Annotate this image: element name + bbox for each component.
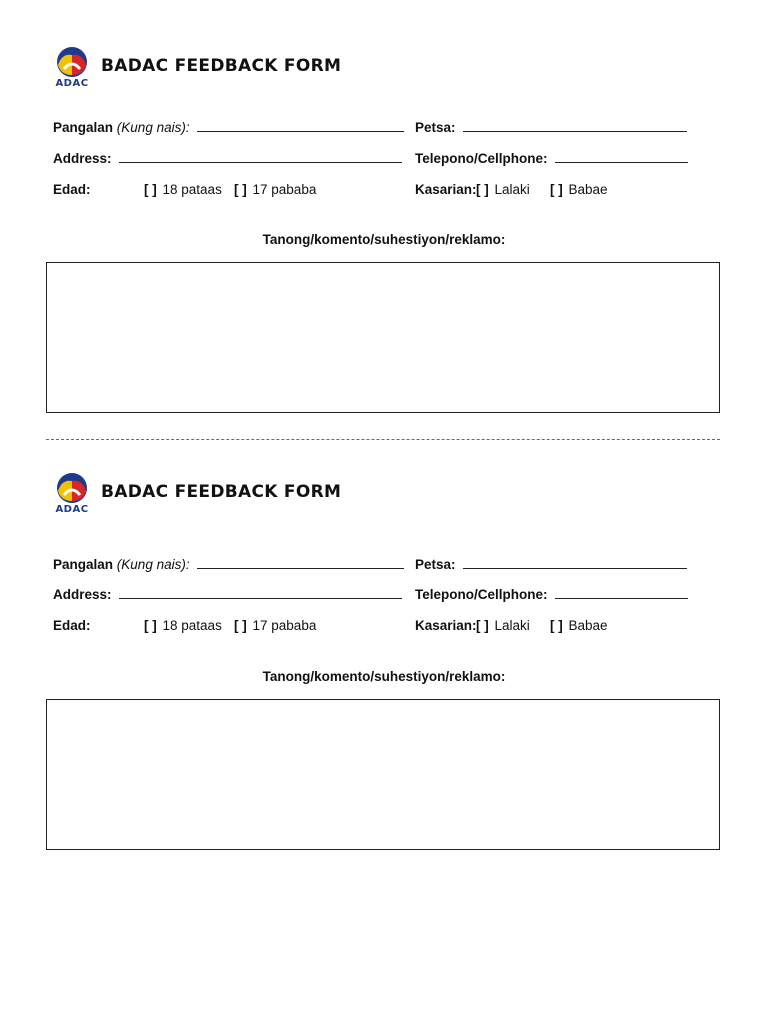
- phone-label: Telepono/Cellphone:: [415, 151, 548, 166]
- checkbox-mark[interactable]: [ ]: [550, 182, 563, 197]
- age-label-wrap: [53, 182, 91, 197]
- name-input-line[interactable]: [197, 556, 404, 569]
- logo-text: ADAC: [55, 504, 89, 515]
- age-label: Edad:: [53, 618, 91, 633]
- sex-label-wrap: [415, 618, 477, 633]
- date-label: Petsa:: [415, 120, 456, 135]
- sex-option-label: Lalaki: [494, 618, 530, 633]
- comment-box[interactable]: [46, 262, 720, 413]
- checkbox-mark[interactable]: [ ]: [234, 618, 247, 633]
- sex-option-male[interactable]: [476, 618, 530, 633]
- feedback-form-2: [0, 426, 768, 846]
- address-label: Address:: [53, 587, 112, 602]
- phone-label: Telepono/Cellphone:: [415, 587, 548, 602]
- question-label: Tanong/komento/suhestiyon/reklamo:: [262, 669, 506, 684]
- checkbox-mark[interactable]: [ ]: [476, 182, 489, 197]
- sex-label: Kasarian:: [415, 182, 477, 197]
- date-field[interactable]: [415, 119, 687, 135]
- feedback-form-1: [0, 0, 768, 420]
- sex-option-female[interactable]: [550, 618, 608, 633]
- adac-logo: [52, 45, 92, 93]
- phone-field[interactable]: [415, 586, 688, 602]
- question-label: Tanong/komento/suhestiyon/reklamo:: [262, 232, 506, 247]
- name-hint: (Kung nais):: [116, 120, 190, 135]
- address-input-line[interactable]: [119, 586, 402, 599]
- address-label: Address:: [53, 151, 112, 166]
- phone-input-line[interactable]: [555, 586, 688, 599]
- age-option-17-down[interactable]: [234, 182, 316, 197]
- age-option-label: 18 pataas: [162, 182, 222, 197]
- form-title: BADAC FEEDBACK FORM: [101, 56, 342, 76]
- age-option-label: 17 pababa: [252, 618, 317, 633]
- age-option-18-up[interactable]: [144, 618, 222, 633]
- sex-option-label: Babae: [568, 618, 608, 633]
- date-input-line[interactable]: [463, 556, 687, 569]
- age-option-17-down[interactable]: [234, 618, 316, 633]
- name-hint: (Kung nais):: [116, 557, 190, 572]
- name-label: Pangalan: [53, 120, 114, 135]
- sex-label: Kasarian:: [415, 618, 477, 633]
- adac-logo-icon: [52, 45, 92, 79]
- date-input-line[interactable]: [463, 119, 687, 132]
- address-field[interactable]: [53, 586, 402, 602]
- sex-option-female[interactable]: [550, 182, 608, 197]
- name-input-line[interactable]: [197, 119, 404, 132]
- checkbox-mark[interactable]: [ ]: [550, 618, 563, 633]
- adac-logo-icon: [52, 471, 92, 505]
- address-field[interactable]: [53, 150, 402, 166]
- sex-label-wrap: [415, 182, 477, 197]
- name-field[interactable]: [53, 556, 404, 572]
- comment-box[interactable]: [46, 699, 720, 850]
- name-label: Pangalan: [53, 557, 114, 572]
- checkbox-mark[interactable]: [ ]: [144, 618, 157, 633]
- address-input-line[interactable]: [119, 150, 402, 163]
- sex-option-label: Babae: [568, 182, 608, 197]
- age-label: Edad:: [53, 182, 91, 197]
- date-field[interactable]: [415, 556, 687, 572]
- adac-logo: [52, 471, 92, 519]
- logo-text: ADAC: [55, 78, 89, 89]
- name-field[interactable]: [53, 119, 404, 135]
- checkbox-mark[interactable]: [ ]: [476, 618, 489, 633]
- sex-option-label: Lalaki: [494, 182, 530, 197]
- age-label-wrap: [53, 618, 91, 633]
- checkbox-mark[interactable]: [ ]: [144, 182, 157, 197]
- age-option-18-up[interactable]: [144, 182, 222, 197]
- checkbox-mark[interactable]: [ ]: [234, 182, 247, 197]
- phone-input-line[interactable]: [555, 150, 688, 163]
- age-option-label: 18 pataas: [162, 618, 222, 633]
- form-title: BADAC FEEDBACK FORM: [101, 482, 342, 502]
- age-option-label: 17 pababa: [252, 182, 317, 197]
- phone-field[interactable]: [415, 150, 688, 166]
- sex-option-male[interactable]: [476, 182, 530, 197]
- date-label: Petsa:: [415, 557, 456, 572]
